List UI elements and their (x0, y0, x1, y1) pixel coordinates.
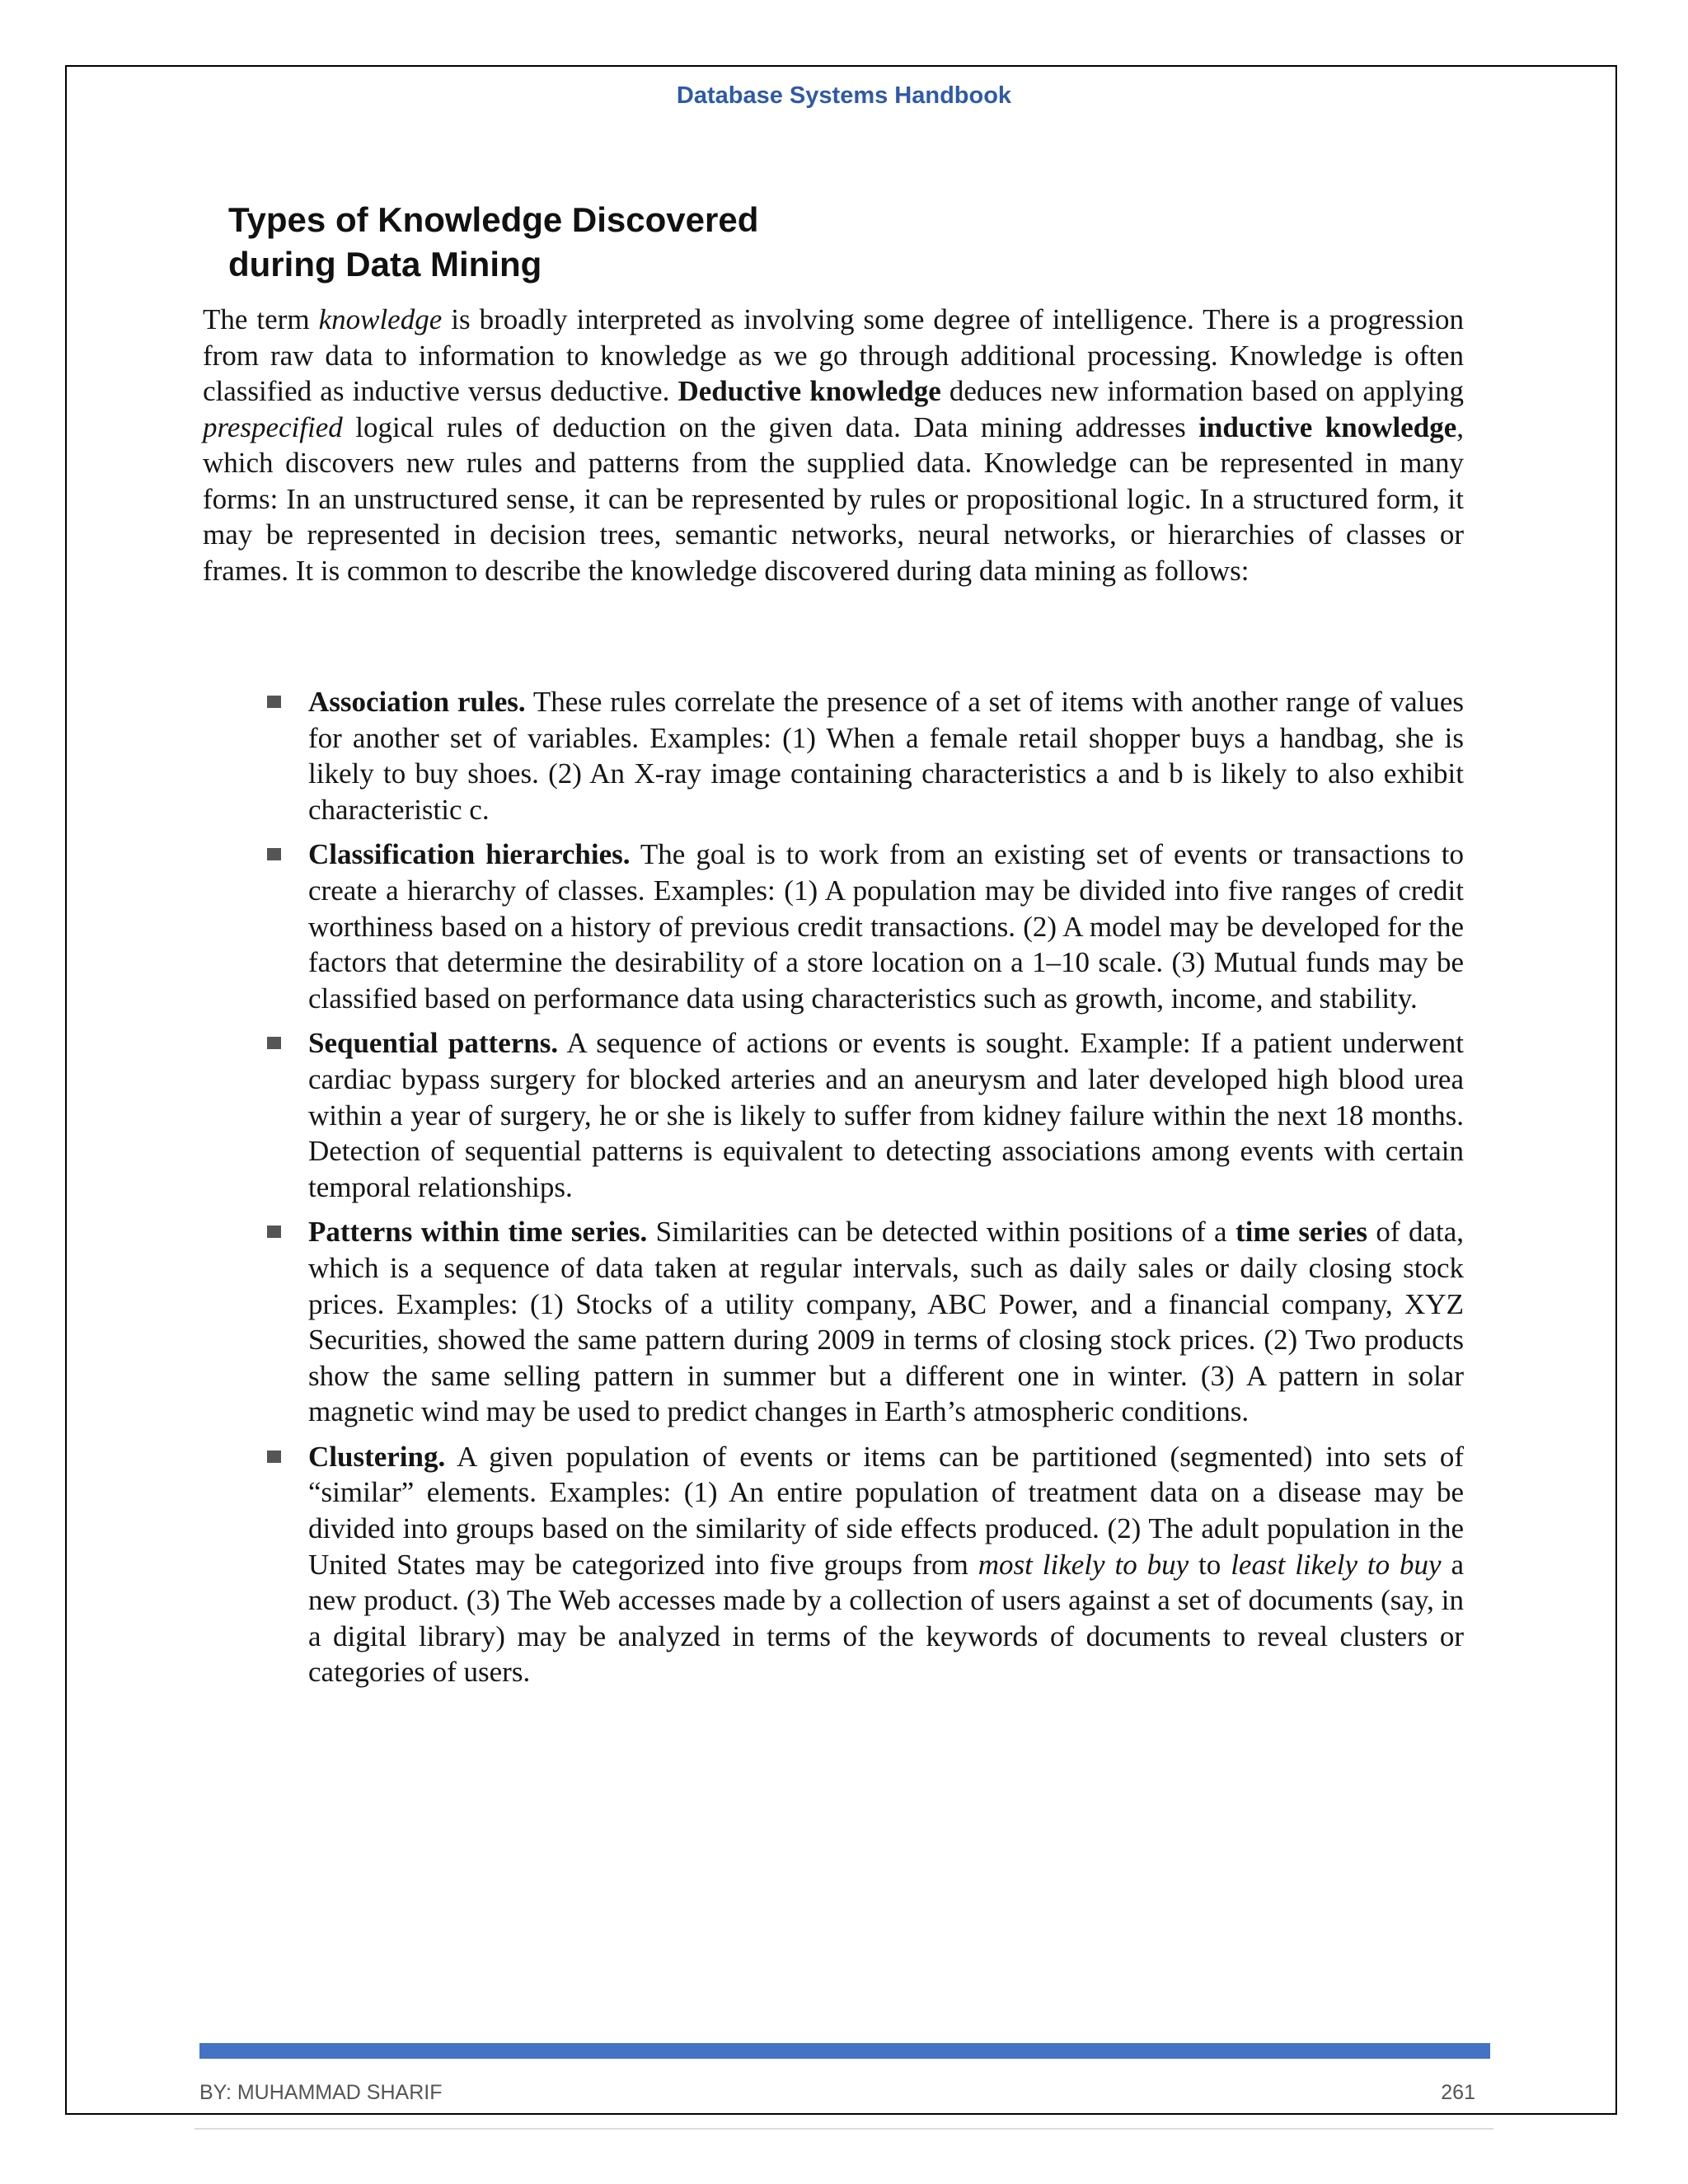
square-bullet-icon (267, 1451, 281, 1463)
intro-text-1: The term (203, 303, 319, 335)
square-bullet-icon (267, 696, 281, 708)
intro-paragraph (203, 302, 1464, 588)
bullet-term: Clustering. (308, 1440, 446, 1473)
square-bullet-icon (267, 1037, 281, 1049)
list-item-clustering (203, 1439, 1464, 1690)
bullet-term: Association rules. (308, 686, 526, 718)
term-knowledge: knowledge (318, 303, 443, 335)
term-inductive-knowledge: inductive knowledge (1198, 410, 1457, 443)
list-item-sequential-patterns (203, 1025, 1464, 1205)
running-header: Database Systems Handbook (676, 82, 1012, 109)
bullet-text: A sequence of actions or events is sought. Example: If a patient underwent cardiac bypass surgery for blocked arteries and an aneurysm and later developed high blood urea within a year of surgery, he or she is likely to suffer from kidney failure within the next 18 months. Detection of sequential patterns is equivalent to detecting associations among events with certain temporal relationships. (308, 1027, 1464, 1203)
knowledge-types-list (203, 684, 1464, 1699)
bullet-text: to (1189, 1548, 1231, 1581)
intro-text-5: , which discovers new rules and patterns from the supplied data. Knowledge can be represented in many forms: In an unstructured sense, it can be represented by rules or propositional logic. In a structured form, it may be represented in decision trees, semantic networks, neural networks, or hierarchies of classes or frames. It is common to describe the knowledge discovered during data mining as follows: (203, 410, 1464, 587)
section-title-line-2: during Data Mining (228, 245, 542, 284)
bullet-text: A given population of events or items can be partitioned (segmented) into sets of “similar” elements. Examples: (1) An entire population of treatment data on a disease may be divided into groups based on the similarity of side effects produced. (2) The adult population in the United States may be categorized into five groups from (308, 1440, 1464, 1581)
footer-author: BY: MUHAMMAD SHARIF (199, 2081, 443, 2104)
bullet-text: These rules correlate the presence of a set of items with another range of values for another set of variables. Examples: (1) When a female retail shopper buys a handbag, she is likely to buy shoes. (2) An X-ray image containing characteristics a and b is likely to also exhibit characteristic c. (308, 686, 1465, 826)
bottom-divider (195, 2128, 1493, 2130)
footer-rule (199, 2043, 1490, 2059)
intro-text-2: is broadly interpreted as involving some degree of intelligence. There is a progression from raw data to information to knowledge as we go through additional processing. Knowledge is often classified as inductive versus deductive. (203, 303, 1464, 407)
square-bullet-icon (267, 1226, 281, 1238)
bullet-text: of data, which is a sequence of data taken at regular intervals, such as daily sales or daily closing stock prices. Examples: (1) Stocks of a utility company, ABC Power, and a financial company, XYZ Securities, showed the same pattern during 2009 in terms of closing stock prices. (2) Two products show the same selling pattern in summer but a different one in winter. (3) A pattern in solar magnetic wind may be used to predict changes in Earth’s atmospheric conditions. (308, 1216, 1465, 1428)
bullet-term: Sequential patterns. (308, 1027, 559, 1060)
term-time-series: time series (1235, 1216, 1368, 1249)
term-prespecified: prespecified (203, 410, 343, 443)
term-deductive-knowledge: Deductive knowledge (678, 375, 941, 407)
bullet-term: Patterns within time series. (308, 1216, 648, 1249)
bullet-text: a new product. (3) The Web accesses made by a collection of users against a set of documents (say, in a digital library) may be analyzed in terms of the keywords of documents to reveal clusters or categories of users. (308, 1548, 1464, 1689)
bullet-term: Classification hierarchies. (308, 838, 631, 871)
list-item-association-rules (203, 684, 1464, 827)
list-item-classification-hierarchies (203, 837, 1464, 1016)
page-number: 261 (1441, 2081, 1475, 2104)
term-least-likely-to-buy: least likely to buy (1231, 1548, 1442, 1581)
intro-text-4: logical rules of deduction on the given data. Data mining addresses (342, 410, 1199, 443)
bullet-text: The goal is to work from an existing set of events or transactions to create a hierarchy of classes. Examples: (1) A population may be divided into five ranges of credit worthiness based on a history of previous credit transactions. (2) A model may be developed for the factors that determine the desirability of a store location on a 1–10 scale. (3) Mutual funds may be classified based on performance data using characteristics such as growth, income, and stability. (308, 838, 1464, 1015)
square-bullet-icon (267, 848, 281, 860)
term-most-likely-to-buy: most likely to buy (978, 1548, 1189, 1581)
section-title-line-1: Types of Knowledge Discovered (228, 200, 759, 239)
section-title (228, 198, 1217, 287)
intro-text-3: deduces new information based on applying (940, 375, 1465, 407)
bullet-text: Similarities can be detected within positions of a (647, 1216, 1236, 1249)
list-item-time-series-patterns (203, 1214, 1464, 1430)
